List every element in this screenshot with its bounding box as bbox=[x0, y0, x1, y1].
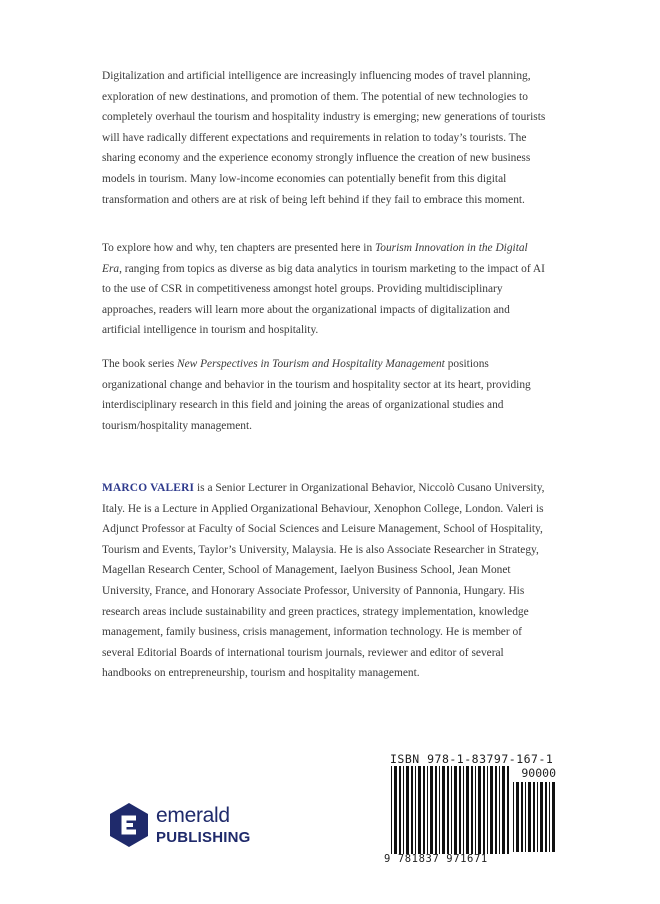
barcode-digits: 9 781837 971671 bbox=[384, 853, 488, 865]
barcode-bar bbox=[525, 782, 526, 852]
price-code: 90000 bbox=[521, 766, 556, 780]
barcode-bar bbox=[483, 766, 485, 854]
barcode-bar bbox=[399, 766, 401, 854]
barcode-bar bbox=[463, 766, 464, 854]
publisher-logo bbox=[108, 800, 258, 850]
barcode-bar bbox=[513, 782, 514, 852]
barcode-bar bbox=[451, 766, 452, 854]
book-title: Tourism Innovation in the Digital Era bbox=[102, 242, 528, 275]
barcode-bar bbox=[447, 766, 449, 854]
barcode-bar bbox=[521, 782, 523, 852]
barcode-bar bbox=[454, 766, 457, 854]
barcode-bar bbox=[394, 766, 397, 854]
barcode-bar bbox=[415, 766, 416, 854]
barcode-bar bbox=[507, 766, 509, 854]
barcode-bar bbox=[427, 766, 428, 854]
barcode-bar bbox=[487, 766, 488, 854]
intro-paragraph-1: Digitalization and artificial intelligence are increasingly influencing modes of travel planning, exploration of new destinations, and promotion of them. The potential of new technologies to completely overhaul the tourism and hospitality industry is emerging; new generations of tourists will have radically different expectations and requirements in relation to today’s tourists. The sharing economy and the experience economy strongly influence the creation of new business models in tourism. Many low-income economies can potentially benefit from this digital transformation and others are at risk of being left behind if they fail to embrace this moment. bbox=[102, 70, 546, 206]
barcode-bar bbox=[466, 766, 469, 854]
barcode-bar bbox=[528, 782, 531, 852]
series-title: New Perspectives in Tourism and Hospitality Management bbox=[176, 358, 445, 370]
barcode-bar bbox=[423, 766, 425, 854]
intro-paragraph-2: To explore how and why, ten chapters are presented here in Tourism Innovation in the Digital Era, ranging from topics as diverse as big data analytics in tourism marketing to the impact of AI to the use of CSR in competitiveness amongst hotel groups. Providing multidisciplinary approaches, readers will learn more about the organizational impacts of digitalization and artificial intelligence in tourism and hospitality. bbox=[102, 242, 545, 337]
barcode-bar bbox=[502, 766, 505, 854]
logo-subtitle: PUBLISHING bbox=[156, 829, 251, 846]
barcode-bar bbox=[391, 766, 392, 854]
barcode-bar bbox=[552, 782, 555, 852]
barcode-bar bbox=[403, 766, 404, 854]
addon-barcode-bars bbox=[512, 782, 556, 852]
barcode-bar bbox=[459, 766, 461, 854]
logo-wordmark: emerald bbox=[156, 804, 230, 827]
barcode-bar bbox=[411, 766, 413, 854]
barcode-bar bbox=[537, 782, 538, 852]
barcode-bar bbox=[499, 766, 500, 854]
back-cover-blurb bbox=[102, 66, 550, 223]
barcode-bar bbox=[439, 766, 440, 854]
barcode-bar bbox=[495, 766, 497, 854]
barcode-bar bbox=[475, 766, 476, 854]
emerald-logo-icon bbox=[108, 802, 150, 848]
barcode-bar bbox=[490, 766, 493, 854]
barcode-bars bbox=[390, 766, 510, 854]
barcode-bar bbox=[516, 782, 519, 852]
intro-paragraph-3: The book series New Perspectives in Tourism and Hospitality Management positions organizational change and behavior in the tourism and hospitality sector at its heart, providing interdisciplinary research in this field and joining the areas of organizational studies and tourism/hospitality management. bbox=[102, 358, 531, 432]
barcode-bar bbox=[430, 766, 433, 854]
author-bio: MARCO VALERI is a Senior Lecturer in Organizational Behavior, Niccolò Cusano University, Italy. He is a Lecture in Applied Organizational Behaviour, Xenophon College, London. Valeri is Adjunct Professor at Faculty of Social Sciences and Leisure Management, School of Hospitality, Tourism and Events, Taylor’s University, Malaysia. He is also Associate Researcher in Strategy, Magellan Research Center, School of Management, Iaelyon Business School, Jean Monet University, France, and Honorary Associate Professor, University of Pannonia, Hungary. His research areas include sustainability and green practices, strategy implementation, knowledge management, family business, crisis management, information technology. He is member of several Editorial Boards of international tourism journals, reviewer and editor of several handbooks on entrepreneurship, tourism and hospitality management. bbox=[102, 482, 545, 680]
barcode-bar bbox=[418, 766, 421, 854]
barcode-bar bbox=[549, 782, 550, 852]
barcode-bar bbox=[533, 782, 535, 852]
isbn-barcode bbox=[384, 752, 558, 870]
barcode-bar bbox=[545, 782, 547, 852]
barcode-bar bbox=[471, 766, 473, 854]
isbn-label: ISBN 978-1-83797-167-1 bbox=[390, 752, 554, 766]
barcode-bar bbox=[478, 766, 481, 854]
barcode-bar bbox=[540, 782, 543, 852]
barcode-bar bbox=[406, 766, 409, 854]
barcode-bar bbox=[442, 766, 445, 854]
barcode-bar bbox=[435, 766, 437, 854]
author-name: MARCO VALERI bbox=[102, 482, 195, 494]
